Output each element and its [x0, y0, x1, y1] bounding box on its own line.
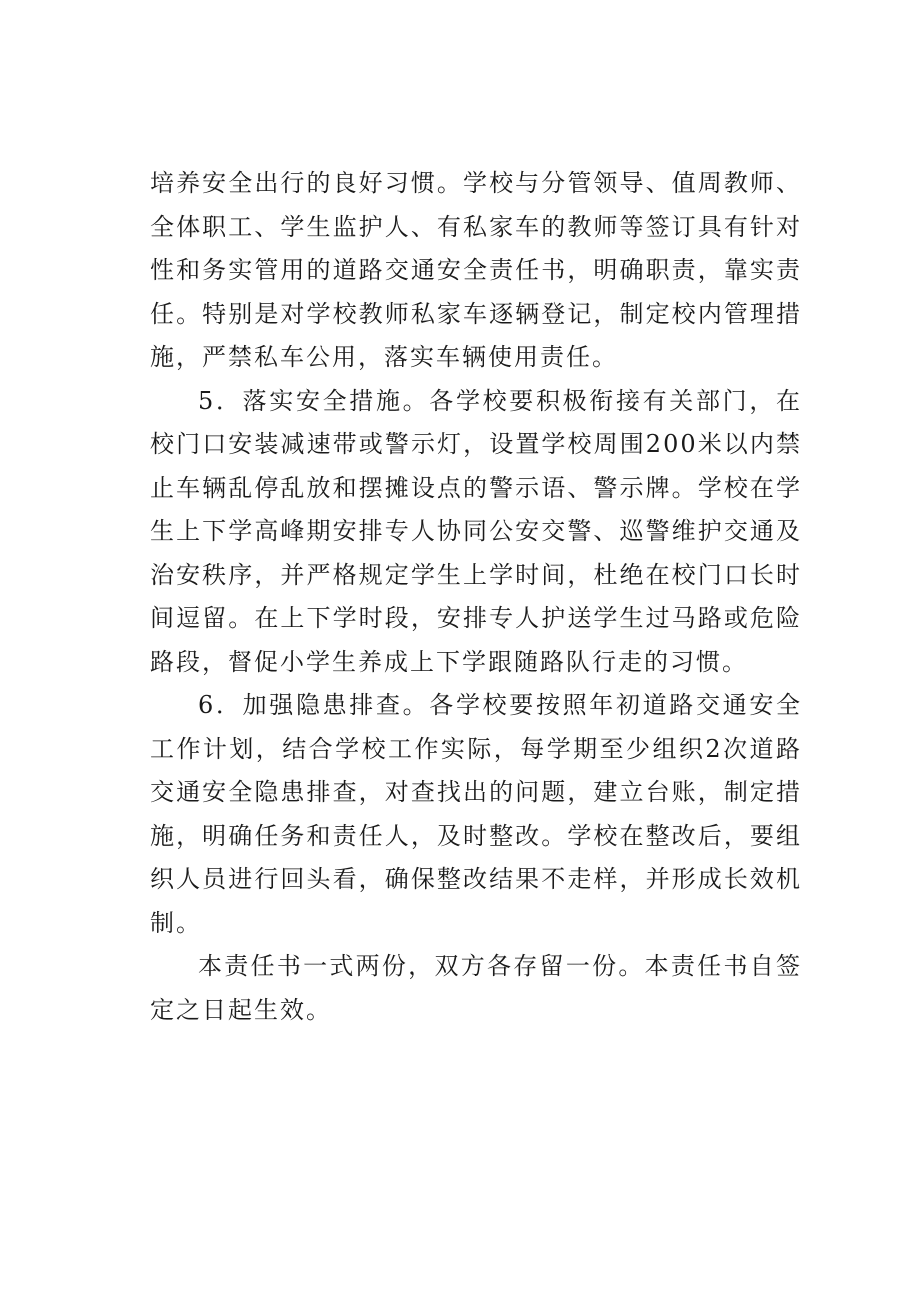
paragraph-item-6: 6．加强隐患排查。各学校要按照年初道路交通安全工作计划，结合学校工作实际，每学期至少组织2次道路交通安全隐患排查，对查找出的问题，建立台账，制定措施，明确任务和责任人，及时整改。学校在整改后，要组织人员进行回头看，确保整改结果不走样，并形成长效机制。 [150, 691, 802, 937]
document-body [150, 162, 802, 1032]
paragraph-closing: 本责任书一式两份，双方各存留一份。本责任书自签定之日起生效。 [150, 952, 802, 1024]
paragraph-item-5: 5．落实安全措施。各学校要积极衔接有关部门，在校门口安装减速带或警示灯，设置学校周围200米以内禁止车辆乱停乱放和摆摊设点的警示语、警示牌。学校在学生上下学高峰期安排专人协同公安交警、巡警维护交通及治安秩序，并严格规定学生上学时间，杜绝在校门口长时间逗留。在上下学时段，安排专人护送学生过马路或危险路段，督促小学生养成上下学跟随路队行走的习惯。 [150, 386, 802, 676]
paragraph-continuation: 培养安全出行的良好习惯。学校与分管领导、值周教师、全体职工、学生监护人、有私家车的教师等签订具有针对性和务实管用的道路交通安全责任书，明确职责，靠实责任。特别是对学校教师私家车逐辆登记，制定校内管理措施，严禁私车公用，落实车辆使用责任。 [150, 169, 802, 371]
